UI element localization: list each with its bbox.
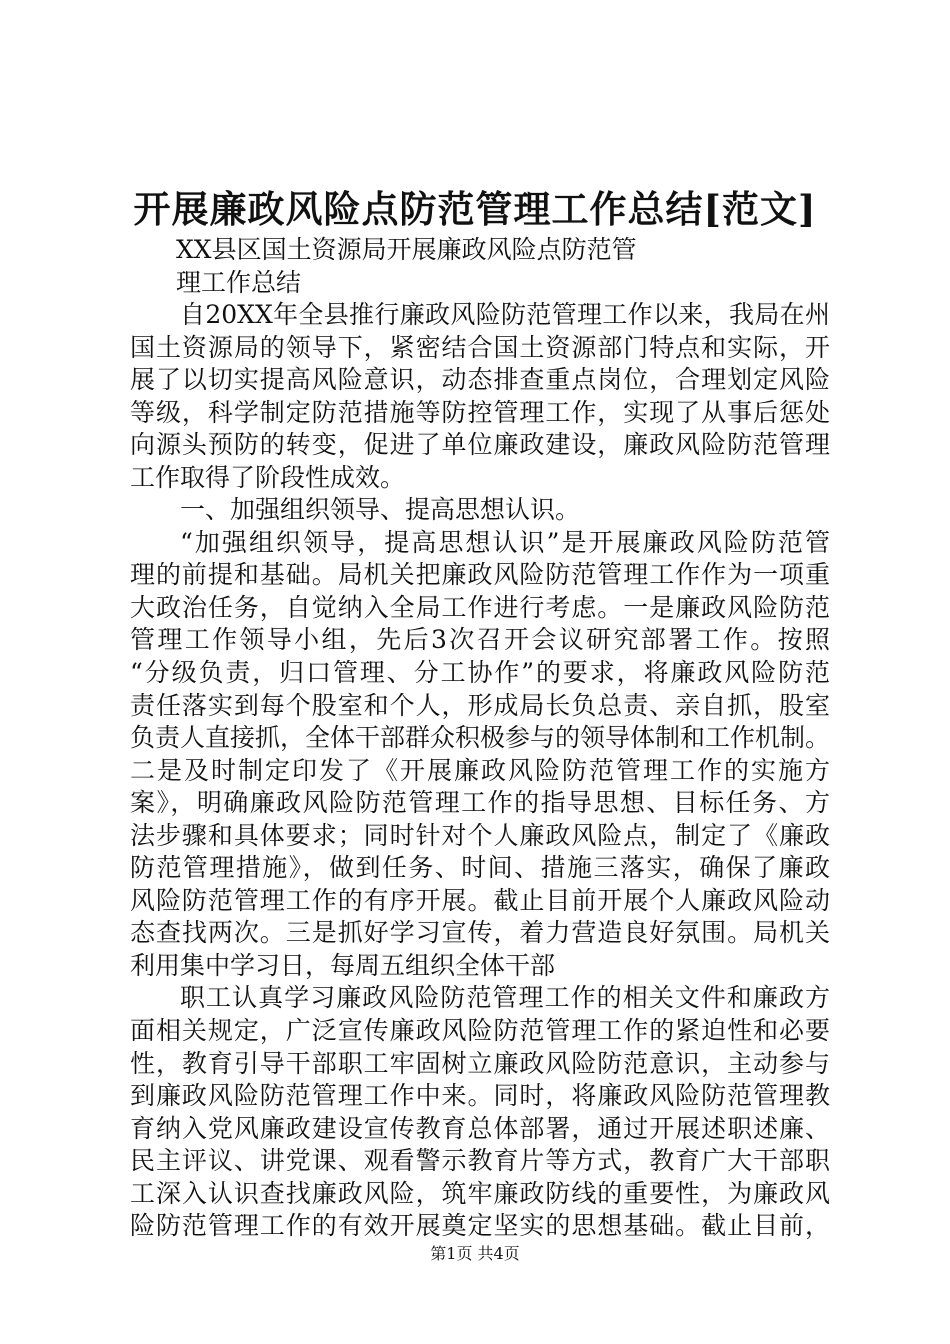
document-title: 开展廉政风险点防范管理工作总结[范文] (133, 187, 817, 231)
body-line: 国土资源局的领导下，紧密结合国土资源部门特点和实际，开 (130, 332, 830, 362)
body-line: 面相关规定，广泛宣传廉政风险防范管理工作的紧迫性和必要 (130, 1016, 830, 1046)
body-line: “分级负责，归口管理、分工协作”的要求，将廉政风险防范 (130, 658, 830, 688)
body-line: 职工认真学习廉政风险防范管理工作的相关文件和廉政方 (180, 983, 830, 1013)
body-line: 负责人直接抓，全体干部群众积极参与的领导体制和工作机制。 (130, 723, 831, 753)
section-heading: 一、加强组织领导、提高思想认识。 (180, 495, 581, 525)
subtitle-line: XX县区国土资源局开展廉政风险点防范管 (176, 235, 637, 264)
body-line: 防范管理措施》，做到任务、时间、措施三落实，确保了廉政 (130, 853, 830, 883)
body-line: 管理工作领导小组，先后3次召开会议研究部署工作。按照 (130, 625, 830, 655)
body-line: 法步骤和具体要求；同时针对个人廉政风险点，制定了《廉政 (130, 820, 830, 850)
body-line: “加强组织领导，提高思想认识”是开展廉政风险防范管 (180, 527, 830, 557)
body-line: 态查找两次。三是抓好学习宣传，着力营造良好氛围。局机关 (130, 918, 830, 948)
body-line: 工作取得了阶段性成效。 (130, 462, 406, 492)
body-line: 二是及时制定印发了《开展廉政风险防范管理工作的实施方 (130, 755, 830, 785)
body-line: 育纳入党风廉政建设宣传教育总体部署，通过开展述职述廉、 (130, 1113, 830, 1143)
body-line: 责任落实到每个股室和个人，形成局长负总责、亲自抓，股室 (130, 690, 830, 720)
body-line: 向源头预防的转变，促进了单位廉政建设，廉政风险防范管理 (130, 430, 830, 460)
body-line: 险防范管理工作的有效开展奠定坚实的思想基础。截止目前， (130, 1211, 830, 1241)
body-line: 等级，科学制定防范措施等防控管理工作，实现了从事后惩处 (130, 397, 830, 427)
body-line: 展了以切实提高风险意识，动态排查重点岗位，合理划定风险 (130, 365, 830, 395)
body-line: 工深入认识查找廉政风险，筑牢廉政防线的重要性，为廉政风 (130, 1178, 830, 1208)
page-footer: 第1页 共4页 (430, 1244, 520, 1263)
document-subtitle (176, 233, 637, 298)
body-line: 性，教育引导干部职工牢固树立廉政风险防范意识，主动参与 (130, 1048, 830, 1078)
body-line: 到廉政风险防范管理工作中来。同时，将廉政风险防范管理教 (130, 1081, 830, 1111)
subtitle-line: 理工作总结 (176, 267, 302, 297)
body-line: 理的前提和基础。局机关把廉政风险防范管理工作作为一项重 (130, 560, 830, 590)
body-line: 利用集中学习日，每周五组织全体干部 (130, 950, 556, 980)
body-line: 自20XX年全县推行廉政风险防范管理工作以来，我局在州 (180, 300, 830, 329)
document-body (130, 299, 830, 1243)
body-line: 案》，明确廉政风险防范管理工作的指导思想、目标任务、方 (130, 788, 830, 818)
body-line: 民主评议、讲党课、观看警示教育片等方式，教育广大干部职 (130, 1146, 830, 1176)
body-line: 大政治任务，自觉纳入全局工作进行考虑。一是廉政风险防范 (130, 592, 830, 622)
body-line: 风险防范管理工作的有序开展。截止目前开展个人廉政风险动 (130, 885, 830, 915)
